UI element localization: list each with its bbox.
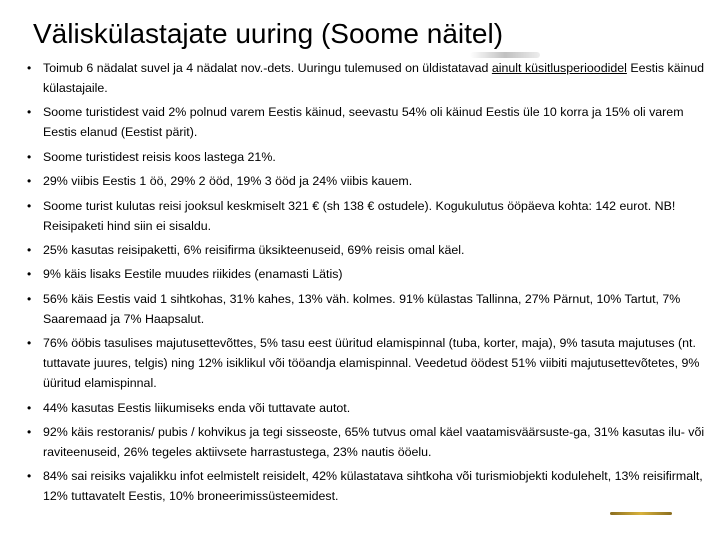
bullet-item: • Soome turist kulutas reisi jooksul keskmiselt 321 € (sh 138 € ostudele). Kogukulutus ööpäeva kohta: 142 eurot. NB! Reisipaketi hind siin ei sisaldu. (27, 196, 707, 236)
bullet-item: • 76% ööbis tasulises majutusettevõttes, 5% tasu eest üüritud elamispinnal (tuba, korter, maja), 9% tasuta majutuses (nt. tuttavate juures, telgis) ning 12% isiklikul või tööandja elamispinnal. Veedetud öödest 51% viibiti majutusettevõtetes, 9% üüritud elamispinnal. (27, 333, 707, 393)
bullet-item: • 56% käis Eestis vaid 1 sihtkohas, 31% kahes, 13% väh. kolmes. 91% külastas Tallinna, 27% Pärnut, 10% Tartut, 7% Saaremaad ja 7% Haapsalut. (27, 289, 707, 329)
bullet-item: • 44% kasutas Eestis liikumiseks enda või tuttavate autot. (27, 398, 707, 418)
bullet-text: Eestis käinud külastajaile. (43, 61, 705, 95)
bullet-item: • Soome turistidest reisis koos lastega 21%. (27, 147, 707, 167)
bullet-list (27, 58, 707, 511)
bullet-item: • 84% sai reisiks vajalikku infot eelmistelt reisidelt, 42% külastatava sihtkoha või turismiobjekti kodulehelt, 13% reisifirmalt, 12% tuttavatelt Eestis, 10% broneerimissüsteemidest. (27, 466, 707, 506)
bullet-item: • 25% kasutas reisipaketti, 6% reisifirma üksikteenuseid, 69% reisis omal käel. (27, 240, 707, 260)
bullet-item: • 9% käis lisaks Eestile muudes riikides (enamasti Lätis) (27, 264, 707, 284)
bullet-text: Toimub 6 nädalat suvel ja 4 nädalat nov.-dets. Uuringu tulemused on üldistatavad (43, 61, 492, 75)
footer-decoration-bar (610, 512, 672, 515)
bullet-item: • Soome turistidest vaid 2% polnud varem Eestis käinud, seevastu 54% oli käinud Eestis üle 10 korra ja 15% oli varem Eestis elanud (Eestist pärit). (27, 102, 707, 142)
bullet-item: • 92% käis restoranis/ pubis / kohvikus ja tegi sisseoste, 65% tutvus omal käel vaatamisväärsuste-ga, 31% kasutas ilu- või raviteenuseid, 26% tegeles aktiivsete harrastustega, 23% nautis ööelu. (27, 422, 707, 462)
bullet-item (27, 58, 707, 98)
underlined-text: ainult küsitlusperioodidel (491, 61, 627, 75)
slide-title: Väliskülastajate uuring (Soome näitel) (33, 18, 504, 49)
bullet-item: • 29% viibis Eestis 1 öö, 29% 2 ööd, 19% 3 ööd ja 24% viibis kauem. (27, 171, 707, 191)
